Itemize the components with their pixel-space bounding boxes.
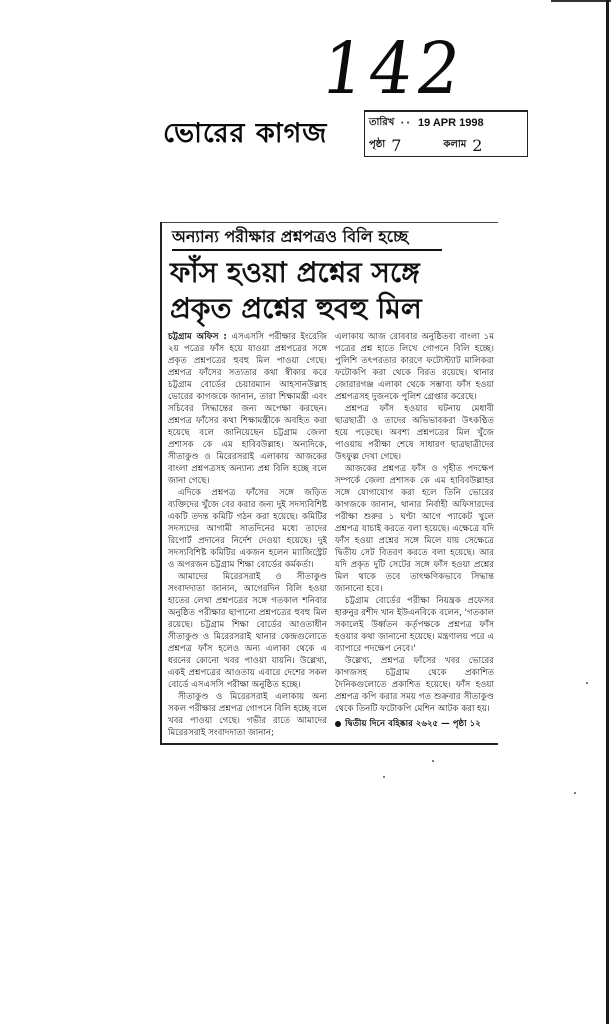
stamp-page-label: পৃষ্ঠা (369, 138, 386, 150)
article-headline (170, 255, 490, 327)
article-paragraph: আজকের প্রশ্নপত্র ফাঁস ও গৃহীত পদক্ষেপ সম্পর্কে জেলা প্রশাসক কে এম হাবিবউল্লাহর সঙ্গে যোগাযোগ করা হলে তিনি ভোরের কাগজকে জানান, থানার নির্বাহী অফিসারদের পরীক্ষা শুরুর ১ ঘণ্টা আগে প্যাকেট খুলে প্রশ্নপত্র যাচাই করতে বলা হয়েছে। এক্ষেত্রে যদি ফাঁস হওয়া প্রশ্নের সঙ্গে মিলে যায় সেক্ষেত্রে দ্বিতীয় সেট বিতরণ করতে বলা হয়েছে। আর যদি প্রকৃত দুটি সেটের সঙ্গে ফাঁস হওয়া প্রশ্নের মিল থাকে তবে তাৎক্ষণিকভাবে সিদ্ধান্ত জানানো হবে। (335, 464, 494, 594)
stamp-column-value: 2 (472, 135, 483, 155)
article-paragraph: আমাদের মিরেরসরাই ও সীতাকুণ্ড সংবাদদাতা জানান, আগেরদিন বিলি হওয়া হাতের লেখা প্রশ্নপত্রের সঙ্গে গতকাল শনিবার অনুষ্ঠিত পরীক্ষার ছাপানো প্রশ্নপত্রের হুবহু মিল রয়েছে। চট্টগ্রাম শিক্ষা বোর্ডের আওতাধীন সীতাকুণ্ড ও মিরেরসরাই থানার কেন্দ্রগুলোতে প্রশ্নপত্র ফাঁস হলেও অন্য এলাকা থেকে এ ধরনের কোনো খবর পাওয়া যায়নি। উল্লেখ্য, একই প্রশ্নপত্রের আওতায় এবারে দেশের সকল বোর্ডে এসএসসি পরীক্ষা অনুষ্ঠিত হচ্ছে। (168, 572, 327, 690)
continued-note-text: দ্বিতীয় দিনে বহিষ্কার ২৬২৫ — পৃষ্ঠা ১২ (345, 719, 481, 729)
article-column-right (335, 331, 494, 730)
article-paragraph: চট্টগ্রাম বোর্ডের পরীক্ষা নিয়ন্ত্রক প্রফেসর হারুনুর রশীদ খান ইউএনবিকে বলেন, 'গতকাল সকালেই উর্ধ্বতন কর্তৃপক্ষকে প্রশ্নপত্র ফাঁস হওয়ার কথা জানানো হয়েছে। মন্ত্রণালয় পরে এ ব্যাপারে পদক্ষেপ নেবে।' (335, 596, 494, 654)
stamp-dots: ·· (400, 117, 412, 129)
stamp-date-value: 19 APR 1998 (417, 117, 484, 129)
scan-speck (574, 792, 576, 794)
scan-speck (586, 682, 588, 684)
article-column-left (168, 331, 327, 739)
stamp-page-row (365, 134, 527, 156)
article-top-rule (162, 222, 498, 223)
scan-right-edge (606, 0, 609, 1024)
article-paragraph (168, 331, 327, 487)
article-paragraph: এলাকায় আজ রোববার অনুষ্ঠিতব্য বাংলা ১ম পত্রের প্রশ্ন হাতে লিখে গোপনে বিলি হচ্ছে। পুলিশি তৎপরতার কারণে ফটোস্ট্যাট মালিকরা ফটোকপি করা থেকে বিরত রয়েছে। থানার জোরারগঞ্জ এলাকা থেকে সম্ভাব্য ফাঁস হওয়া প্রশ্নপত্রসহ দুজনকে পুলিশ গ্রেপ্তার করেছে। (335, 332, 494, 402)
scan-top-edge (551, 0, 611, 2)
article-columns (168, 331, 494, 739)
bullet-icon (335, 721, 341, 727)
paragraph-text: এসএসসি পরীক্ষার ইংরেজি ২য় পত্রের ফাঁস হয়ে যাওয়া প্রশ্নপত্রের সঙ্গে প্রকৃত প্রশ্নপত্রের হুবহু মিল পাওয়া গেছে। প্রশ্নপত্র ফাঁসের সত্যতার কথা স্বীকার করে চট্টগ্রাম বোর্ডের চেয়ারম্যান আহসানউল্লাহ ভোরের কাগজকে জানান, তারা শিক্ষামন্ত্রী এবং সচিবের সিদ্ধান্তের জন্য অপেক্ষা করছেন। প্রশ্নপত্র ফাঁসের কথা শিক্ষামন্ত্রীকে অবহিত করা হয়েছে বলে জানিয়েছেন চট্টগ্রাম জেলা প্রশাসক কে এম হাবিবউল্লাহ। অন্যদিকে, সীতাকুণ্ড ও মিরেরসরাই এলাকায় আজকের বাংলা প্রশ্নপত্রসহ অন্যান্য প্রশ্ন বিলি হচ্ছে বলে জানা গেছে। (168, 332, 328, 486)
stamp-page-value: 7 (391, 135, 402, 155)
scan-speck (383, 776, 385, 778)
article-paragraph: সীতাকুণ্ড ও মিরেরসরাই এলাকায় অন্য সকল পরীক্ষার প্রশ্নপত্র গোপনে বিলি হচ্ছে বলে খবর পাওয়া গেছে। গভীর রাতে আমাদের মিরেরসরাই সংবাদদাতা জানান; (168, 692, 327, 738)
stamp-date-label: তারিখ (369, 116, 395, 128)
article-paragraph: উল্লেখ্য, প্রশ্নপত্র ফাঁসের খবর ভোরের কাগজসহ চট্টগ্রাম থেকে প্রকাশিত দৈনিকগুলোতে প্রকাশিত হয়েছে। ফাঁস হওয়া প্রশ্নপত্র কপি করার সময় গত শুক্রবার সীতাকুণ্ড থেকে তিনটি ফটোকপি মেশিন আটক করা হয়। (335, 656, 494, 714)
clipping-stamp (364, 110, 528, 157)
stamp-column-label: কলাম (443, 138, 467, 150)
article-kicker: অন্যান্য পরীক্ষার প্রশ্নপত্রও বিলি হচ্ছে (172, 226, 442, 251)
handwritten-archive-number: 142 (316, 28, 470, 111)
scan-speck (432, 760, 434, 762)
newspaper-article (160, 222, 498, 745)
stamp-date-row (365, 112, 527, 134)
article-paragraph: প্রশ্নপত্র ফাঁস হওয়ার ঘটনায় মেধাবী ছাত্রছাত্রী ও তাদের অভিভাবকরা উৎকণ্ঠিত হয়ে পড়েছে। অবশ্য প্রশ্নপত্রের মিল খুঁজে পাওয়ায় পরীক্ষা শেষে সাধারণ ছাত্রছাত্রীদের উৎফুল্ল দেখা গেছে। (335, 404, 494, 462)
newspaper-name: ভোরের কাগজ (163, 118, 328, 149)
article-paragraph: এদিকে প্রশ্নপত্র ফাঁসের সঙ্গে জড়িত ব্যক্তিদের খুঁজে বের করার জন্য দুই সদস্যবিশিষ্ট একটি তদন্ত কমিটি গঠন করা হয়েছে। কমিটির সদস্যদের আগামী সাতদিনের মধ্যে তাদের রিপোর্ট প্রদানের নির্দেশ দেওয়া হয়েছে। দুই সদস্যবিশিষ্ট কমিটির একজন হলেন ম্যাজিস্ট্রেট ও অপরজন চট্টগ্রাম শিক্ষা বোর্ডের কর্মকর্তা। (168, 488, 327, 570)
headline-line-1: ফাঁস হওয়া প্রশ্নের সঙ্গে (170, 256, 420, 289)
article-dateline: চট্টগ্রাম অফিস : (168, 332, 227, 342)
headline-line-2: প্রকৃত প্রশ্নের হুবহু মিল (170, 292, 422, 325)
continued-note (335, 718, 494, 730)
